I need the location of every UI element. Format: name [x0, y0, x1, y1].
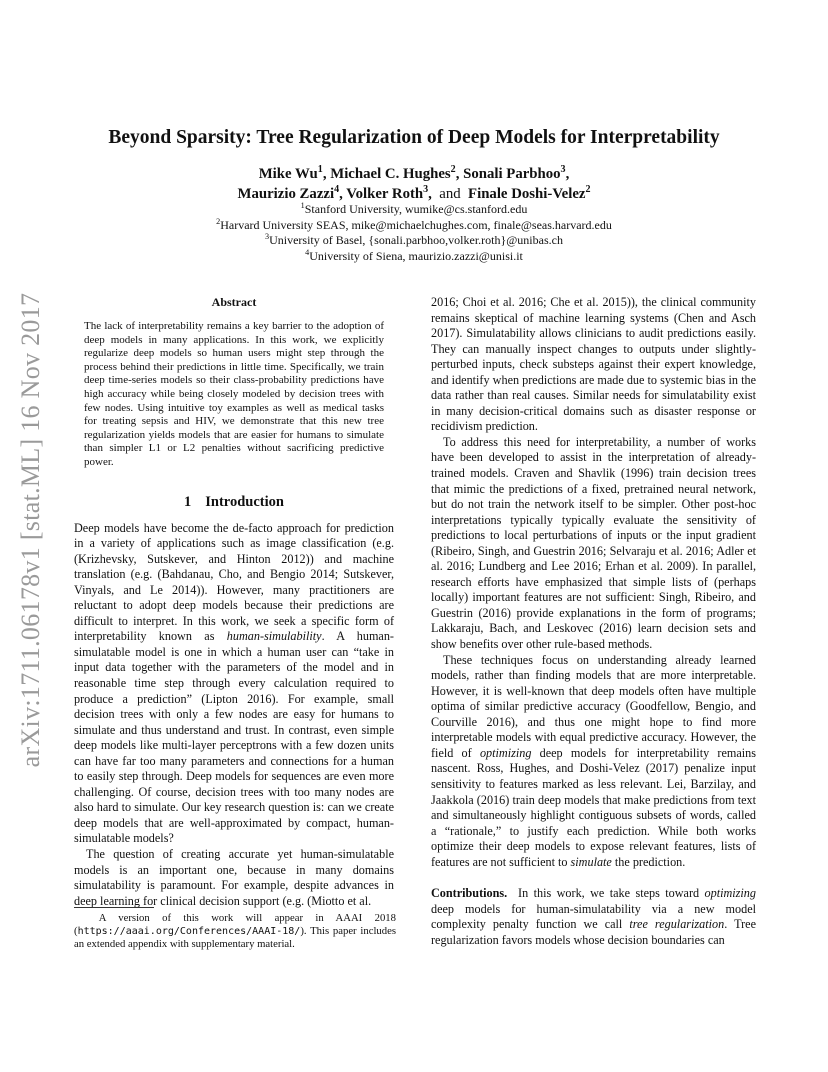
author-name: Finale Doshi-Velez — [468, 186, 586, 202]
text-run: In this work, we take steps toward — [507, 886, 705, 901]
paper-title: Beyond Sparsity: Tree Regularization of Deep Models for Interpretability — [108, 127, 720, 148]
arxiv-identifier-stamp — [8, 270, 54, 790]
author-affil-mark: 2 — [450, 164, 456, 176]
affiliation-text: Harvard University SEAS, mike@michaelchughes.com, finale@seas.harvard.edu — [220, 217, 612, 232]
section-number: 1 — [184, 493, 192, 510]
section-heading — [74, 494, 394, 511]
abstract-text: The lack of interpretability remains a key barrier to the adoption of deep models in many applications. In this work, we explicitly regularize deep models so human users might step through the process behind their predictions in little time. Specifically, we train deep time-series models so their class-probability predictions have high accuracy while being closely modeled by decision trees with few nodes. Using intuitive toy examples as well as medical tasks for treating sepsis and HIV, we demonstrate that this new tree regularization yields models that are easier for humans to simulate than simpler L1 or L2 penalties without sacrificing predictive power. — [84, 320, 384, 468]
author-separator: , — [428, 186, 436, 202]
author-conjunction: and — [439, 186, 461, 202]
footnote-text: A version of this work will appear in AAAI 2018 ( — [74, 912, 396, 937]
affiliation-mark: 3 — [265, 232, 270, 241]
left-column — [74, 295, 394, 909]
section-title: Introduction — [205, 493, 284, 510]
arxiv-identifier: arXiv:1711.06178v1 [stat.ML] 16 Nov 2017 — [16, 292, 45, 768]
author-affil-mark: 4 — [334, 184, 340, 196]
footnote-rule — [74, 907, 154, 908]
author-affil-mark: 1 — [317, 164, 323, 176]
author-separator: , — [339, 186, 347, 202]
text-run: the prediction. — [611, 854, 686, 869]
body-paragraph: To address this need for interpretability, a number of works have been developed to assist in the interpretation of already-trained models. Craven and Shavlik (1996) train decision trees that mimic the predictions of a fixed, pretrained neural network, but do not train the network itself to be simpler. Other post-hoc interpretations typically typically evaluate the sensitivity of predictions to local perturbations of inputs or the input gradient (Ribeiro, Singh, and Guestrin 2016; Selvaraju et al. 2016; Adler et al. 2016; Lundberg and Lee 2016; Erhan et al. 2009). In parallel, research efforts have emphasized that simple lists of (perhaps locally) important features are not sufficient: Singh, Ribeiro, and Guestrin (2016) provide explanations in the form of programs; Lakkaraju, Bach, and Leskovec (2016) learn decision sets and show benefits over other rule-based methods. — [431, 434, 756, 652]
text-run: deep models for interpretability remains nascent. Ross, Hughes, and Doshi-Velez (2017) penalize input sensitivity to features marked as less relevant. Lei, Barzilay, and Jaakkola (2016) train deep models that make predictions from text and simultaneously highlight contiguous subsets of words, called a “rationale,” to justify each prediction. While both works optimize their deep models to expose relevant features, lists of features are not sufficient to — [431, 745, 756, 869]
body-paragraph — [431, 653, 756, 871]
footnote — [74, 912, 396, 951]
intro-paragraph-2: The question of creating accurate yet human-simulatable models is an important one, because in many domains simulatability is paramount. For example, despite advances in deep learning for clinical decision support (e.g. (Miotto et al. — [74, 847, 394, 908]
affiliation-mark: 1 — [300, 201, 305, 210]
emphasis-text: simulate — [570, 854, 612, 869]
author-name: Michael C. Hughes — [330, 166, 451, 182]
footnote-url[interactable]: https://aaai.org/Conferences/AAAI-18/ — [77, 926, 301, 937]
affiliation-line — [0, 218, 828, 234]
text-run: deep models for human-simulatability via a new model complexity penalty function we call — [431, 901, 756, 932]
text-run: These techniques focus on understanding already learned models, rather than finding models that are more interpretable. However, it is well-known that deep models often have multiple optima of similar predictive accuracy (Goodfellow, Bengio, and Courville 2016), and thus one might hope to find more interpretable models with equal predictive accuracy. However, the field of — [431, 652, 756, 760]
author-affil-mark: 2 — [585, 184, 591, 196]
affiliation-text: University of Siena, maurizio.zazzi@unisi.it — [309, 248, 523, 263]
author-name: Sonali Parbhoo — [463, 166, 561, 182]
author-name: Mike Wu — [258, 166, 318, 182]
body-paragraph: 2016; Choi et al. 2016; Che et al. 2015)), the clinical community remains skeptical of machine learning systems (Chen and Asch 2017). Simulatability allows clinicians to audit predictions easily. They can manually inspect changes to outputs under slightly-perturbed inputs, check substeps against their expert knowledge, and identify when predictions are made due to systemic bias in the data rather than real causes. Similar needs for simulatability exist in many decision-critical domains such as disaster response or recidivism prediction. — [431, 295, 756, 434]
footnote-text: ). This paper includes an extended appendix with supplementary material. — [74, 925, 396, 950]
text-run: . A human-simulatable model is one in which a human user can “take in input data together with the parameters of the model and in reasonable time step through every calculation required to produce a prediction” (Lipton 2016). For example, small decision trees with only a few nodes are easy for humans to simulate and thus understand and trust. In contrast, even simple deep models like multi-layer perceptrons with a few dozen units can have far too many parameters and connections for a human to easily step through. Deep models for sequences are even more challenging. Of course, decision trees with too many nodes are also hard to simulate. Our key research question is: can we create deep models that are well-approximated by compact, human-simulatable models? — [74, 629, 394, 846]
affiliation-text: University of Basel, {sonali.parbhoo,volker.roth}@unibas.ch — [269, 233, 563, 247]
author-separator: , — [565, 166, 570, 182]
author-line-2 — [0, 184, 828, 204]
abstract-heading: Abstract — [211, 295, 257, 309]
author-list — [0, 164, 828, 204]
affiliation-line — [0, 249, 828, 265]
emphasis-text: tree regularization — [629, 917, 725, 932]
affiliation-list — [0, 202, 828, 264]
author-line-1 — [0, 164, 828, 184]
text-run: . Tree regularization favors models whose decision boundaries can — [431, 917, 756, 947]
affiliation-mark: 2 — [216, 216, 221, 226]
paragraph-title: Contributions. — [431, 886, 508, 901]
author-separator: , — [322, 166, 331, 182]
right-column — [431, 295, 756, 948]
affiliation-text: Stanford University, wumike@cs.stanford.edu — [304, 202, 528, 216]
author-affil-mark: 3 — [423, 184, 429, 196]
author-affil-mark: 3 — [560, 164, 566, 176]
affiliation-line — [0, 202, 828, 218]
emphasis-text: optimizing — [479, 745, 532, 760]
affiliation-line — [0, 233, 828, 249]
emphasis-text: optimizing — [704, 886, 756, 901]
author-name: Volker Roth — [346, 186, 424, 202]
intro-paragraph-1 — [74, 521, 394, 847]
text-run: Deep models have become the de-facto approach for prediction in a variety of applications such as image classification (e.g. (Krizhevsky, Sutskever, and Hinton 2012)) and machine translation (e.g. (Bahdanau, Cho, and Bengio 2014; Sutskever, Vinyals, and Le 2014)). However, many practitioners are reluctant to adopt deep models because their predictions are difficult to interpret. In this work, we seek a specific form of interpretability known as — [74, 520, 394, 644]
author-name: Maurizio Zazzi — [237, 186, 335, 202]
emphasis-text: human-simulability — [226, 629, 322, 644]
affiliation-mark: 4 — [305, 247, 310, 257]
author-separator: , — [455, 166, 464, 182]
contributions-paragraph — [431, 886, 756, 948]
